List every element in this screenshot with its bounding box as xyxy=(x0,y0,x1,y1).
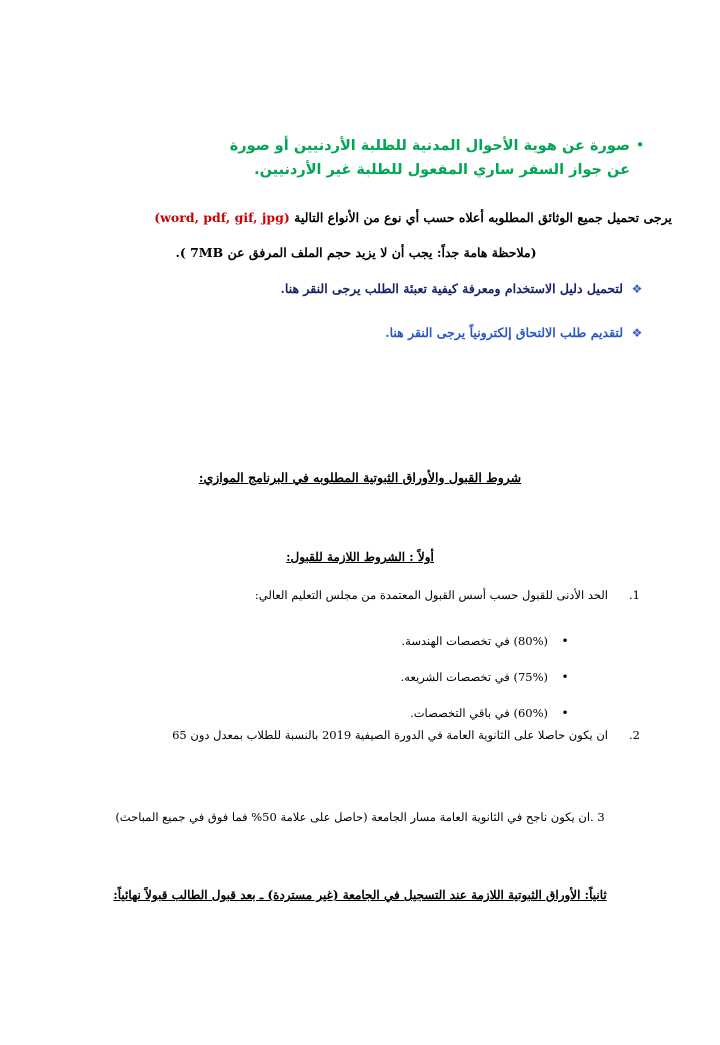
percentage-value: (60%) xyxy=(513,706,548,720)
condition-item-3 xyxy=(0,808,720,826)
section-heading-admission-conditions xyxy=(0,548,720,566)
main-heading xyxy=(0,468,720,488)
condition-item-1-text: الحد الأدنى للقبول حسب أسس القبول المعتمدة من مجلس التعليم العالي: xyxy=(254,588,608,602)
percentage-value: (75%) xyxy=(513,670,548,684)
upload-instruction-text: يرجى تحميل جميع الوثائق المطلوبه أعلاه حسب أي نوع من الأنواع التالية xyxy=(294,210,672,225)
list-marker: .2 xyxy=(629,728,640,742)
percentage-value: (80%) xyxy=(513,634,548,648)
file-size-note-paragraph xyxy=(40,243,672,263)
link-label-user-guide[interactable]: لتحميل دليل الاستخدام ومعرفة كيفية تعبئة الطلب يرجى النقر هنا. xyxy=(280,281,623,296)
percentage-item-other xyxy=(410,704,572,722)
bullet-icon: • xyxy=(561,706,569,720)
link-row-online-application[interactable] xyxy=(385,324,645,342)
paren-close: ) xyxy=(283,210,290,225)
percentage-item-sharia xyxy=(401,668,572,686)
file-size-value: 7MB xyxy=(190,245,224,260)
bullet-icon: • xyxy=(561,634,569,648)
percentage-label: في تخصصات الشريعه. xyxy=(400,670,510,684)
green-notice-text-1: صورة عن هوية الأحوال المدنية للطلبة الأردنيين أو صورة xyxy=(229,138,630,154)
main-heading-text: شروط القبول والأوراق الثبوتية المطلوبه في البرنامج الموازي: xyxy=(198,470,522,485)
paren-open: ( xyxy=(154,210,161,225)
condition-item-2-text: ان يكون حاصلا على الثانوية العامة في الدورة الصيفية 2019 بالنسبة للطلاب بمعدل دون 65 xyxy=(172,728,608,742)
link-row-user-guide[interactable] xyxy=(281,280,645,298)
upload-formats-group xyxy=(154,208,290,228)
green-notice-line-2 xyxy=(88,158,648,182)
bullet-icon: • xyxy=(635,136,645,154)
condition-item-3-text: 3 .ان يكون ناجح في الثانوية العامة مسار الجامعة (حاصل على علامة 50% فما فوق في جميع المباحث) xyxy=(115,810,605,824)
upload-formats-list: word, pdf, gif, jpg xyxy=(160,210,284,225)
percentage-item-sharia-body xyxy=(401,668,548,686)
upload-instruction-paragraph xyxy=(40,208,672,228)
percentage-item-engineering xyxy=(402,632,572,650)
section-heading-text: ثانياً: الأوراق الثبوتية اللازمة عند التسجيل في الجامعة (غير مستردة) ـ بعد قبول الطالب قبولاً نهائياً: xyxy=(113,888,607,902)
section-heading-required-documents xyxy=(0,886,720,904)
diamond-bullet-icon: ❖ xyxy=(631,282,643,296)
list-marker: .1 xyxy=(629,588,640,602)
percentage-item-engineering-body xyxy=(402,632,548,650)
percentage-label: في باقي التخصصات. xyxy=(410,706,510,720)
green-notice-block xyxy=(88,134,648,182)
link-label-online-application[interactable]: لتقديم طلب الالتحاق إلكترونياً يرجى النقر هنا. xyxy=(385,325,623,340)
percentage-label: في تخصصات الهندسة. xyxy=(401,634,510,648)
green-notice-line-1 xyxy=(88,134,648,158)
condition-item-2 xyxy=(172,726,640,744)
file-size-note-text: (ملاحظة هامة جداً: يجب أن لا يزيد حجم الملف المرفق عن xyxy=(227,245,537,260)
file-size-note-suffix: ). xyxy=(175,245,186,260)
diamond-bullet-icon: ❖ xyxy=(631,326,643,340)
section-heading-text: أولاً : الشروط اللازمة للقبول: xyxy=(286,550,434,564)
green-notice-text-2: عن جواز السفر ساري المفعول للطلبة غير الأردنيين. xyxy=(254,162,630,178)
percentage-item-other-body xyxy=(410,704,548,722)
bullet-icon: • xyxy=(561,670,569,684)
condition-item-1 xyxy=(255,586,640,604)
